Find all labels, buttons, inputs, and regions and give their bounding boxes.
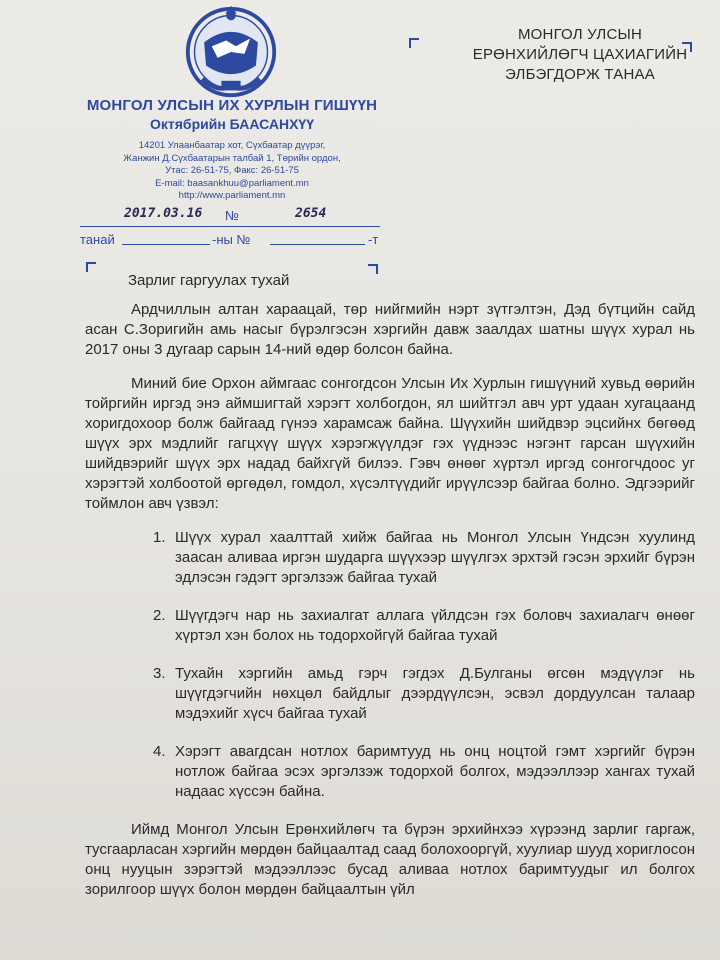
list-item-text: Шүүх хурал хаалттай хийж байгаа нь Монгол Улсын Үндсэн хуулинд заасан аливаа иргэн шударга шүүхээр шүүлгэх эрхтэй гэсэн эрхийг бүрэн эдлэсэн гэдэгт эргэлзэж байгаа тухай bbox=[175, 529, 695, 586]
contact-email: E-mail: baasankhuu@parliament.mn bbox=[155, 177, 309, 189]
list-item-text: Шүүгдэгч нар нь захиалгат аллага үйлдсэн гэх боловч захиалагч өнөөг хүртэл хэн болох нь тодорхойгүй байгаа тухай bbox=[175, 607, 695, 644]
letterhead-org-name: МОНГОЛ УЛСЫН ИХ ХУРЛЫН ГИШҮҮН bbox=[86, 97, 378, 114]
reference-number-label: № bbox=[225, 208, 239, 223]
list-item-number: 4. bbox=[153, 743, 166, 760]
list-item-number: 3. bbox=[153, 665, 166, 682]
reply-suffix: -т bbox=[368, 232, 379, 247]
list-item bbox=[85, 742, 695, 802]
letter-subject: Зарлиг гаргуулах тухай bbox=[128, 272, 290, 289]
reply-prefix: танай bbox=[80, 232, 115, 247]
letter-body bbox=[85, 300, 695, 914]
reference-date: 2017.03.16 bbox=[124, 206, 203, 221]
list-item-text: Тухайн хэргийн амьд гэрч гэгдэх Д.Булганы өгсөн мэдүүлэг нь шүүгдэгчийн нөхцөл байдлыг дээрдүүлсэн, эсвэл дордуулсан талаар мэдэхийг хүсч байгаа тухай bbox=[175, 665, 695, 722]
addressee-block bbox=[470, 25, 690, 85]
list-item bbox=[85, 528, 695, 588]
body-paragraph: Миний бие Орхон аймгаас сонгогдсон Улсын Их Хурлын гишүүний хувьд өөрийн тойргийн иргэд энэ аймшигтай хэрэгт холбогдон, ял шийтгэл авч урт удаан хугацаанд хоригдохоор болж байгаад гүнээ харамсаж байна. Шүүхийн шийдвэр эцсийнх бөгөөд шүүх эрх мэдлийг гагцхүү шүүх хэрэгжүүлдэг гэх үүднээс нэгэнт гарсан шүүхийн шийдвэрийг шүүх эрх надад байхгүй билээ. Гэвч өнөөг хүртэл иргэд сонгогчдоос уг хэрэгтэй холбоотой өргөдөл, гомдол, хүсэлтүүдийг ирүүлсээр байгаа болно. Эдгээрийг тоймлон авч үзвэл: bbox=[85, 375, 695, 512]
corner-bracket-icon bbox=[368, 264, 378, 274]
contact-website: http://www.parliament.mn bbox=[178, 190, 286, 201]
state-emblem-icon bbox=[183, 4, 279, 100]
addressee-line: ЕРӨНХИЙЛӨГЧ ЦАХИАГИЙН bbox=[472, 46, 688, 63]
reply-blank bbox=[122, 232, 210, 245]
corner-bracket-icon bbox=[409, 38, 419, 48]
list-item bbox=[85, 606, 695, 646]
list-item-number: 1. bbox=[153, 529, 166, 546]
list-item bbox=[85, 664, 695, 724]
reference-line bbox=[80, 208, 380, 227]
letterhead-contact bbox=[82, 140, 382, 203]
reply-reference-line bbox=[80, 232, 390, 250]
list-item-text: Хэрэгт авагдсан нотлох баримтууд нь онц ноцтой гэмт хэргийг бүрэн нотлож байгаа эсэх эргэлзэж тодорхой болгох, мэдээллээр хангах тухай надаас хүссэн байна. bbox=[175, 743, 695, 800]
reference-number: 2654 bbox=[295, 206, 327, 221]
reply-mid: -ны № bbox=[212, 232, 251, 247]
letterhead-person-name: Октябрийн БААСАНХҮҮ bbox=[150, 116, 314, 132]
corner-bracket-icon bbox=[86, 262, 96, 272]
reply-number-blank bbox=[270, 232, 365, 245]
contact-line: 14201 Улаанбаатар хот, Сүхбаатар дүүрэг, bbox=[138, 140, 326, 151]
addressee-line: МОНГОЛ УЛСЫН bbox=[517, 26, 642, 43]
contact-line: Жанжин Д.Сүхбаатарын талбай 1, Төрийн ордон, bbox=[123, 152, 341, 164]
contact-line: Утас: 26-51-75, Факс: 26-51-75 bbox=[165, 165, 299, 176]
addressee-line: ЭЛБЭГДОРЖ ТАНАА bbox=[505, 66, 655, 83]
list-item-number: 2. bbox=[153, 607, 166, 624]
closing-paragraph: Иймд Монгол Улсын Ерөнхийлөгч та бүрэн эрхийнхээ хүрээнд зарлиг гаргаж, тусгаарласан хэргийн мөрдөн байцаалтад саад болохооргүй, хуулиар шууд хориглосон онц нууцын зэрэгтэй мэдээллээс бусад аливаа нотлох баримтуудыг ил болгох зорилгоор шүүх болон мөрдөн байцаалтын үйл bbox=[85, 821, 695, 898]
body-paragraph: Ардчиллын алтан хараацай, төр нийгмийн нэрт зүтгэлтэн, Дэд бүтцийн сайд асан С.Зоригийн амь насыг бүрэлгэсэн хэргийн давж заалдах шатны шүүх хурал нь 2017 оны 3 дугаар сарын 14-ний өдөр болсон байна. bbox=[85, 301, 695, 358]
request-list bbox=[85, 528, 695, 802]
